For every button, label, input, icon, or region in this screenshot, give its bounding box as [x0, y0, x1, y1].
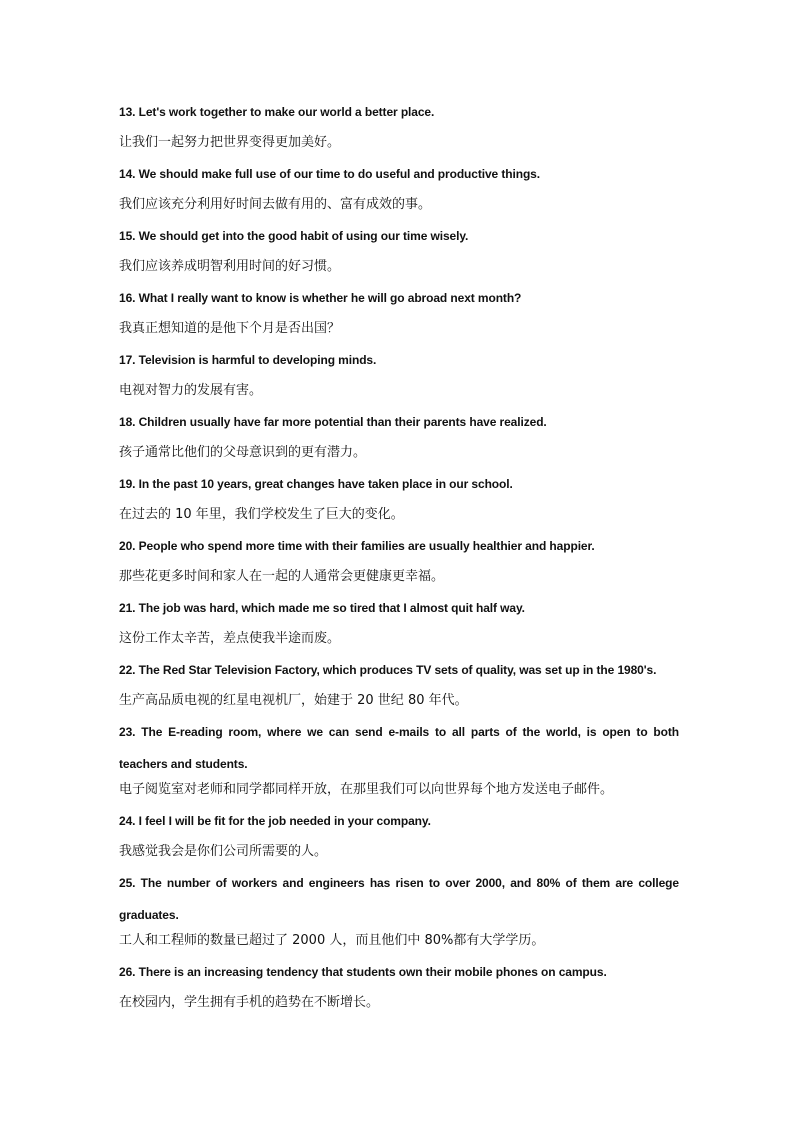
sentence-23-chinese: 电子阅览室对老师和同学都同样开放，在那里我们可以向世界每个地方发送电子邮件。: [119, 782, 614, 797]
sentence-14-chinese: 我们应该充分利用好时间去做有用的、富有成效的事。: [119, 197, 432, 212]
sentence-25-chinese: 工人和工程师的数量已超过了 2000 人，而且他们中 80%都有大学学历。: [119, 933, 545, 948]
sentence-24-english: 24. I feel I will be fit for the job needed in your company.: [119, 814, 431, 828]
sentence-18-english: 18. Children usually have far more potential than their parents have realized.: [119, 415, 547, 429]
sentence-13-chinese: 让我们一起努力把世界变得更加美好。: [119, 135, 341, 150]
sentence-26-english: 26. There is an increasing tendency that students own their mobile phones on campus.: [119, 965, 607, 979]
sentence-13-english: 13. Let's work together to make our world a better place.: [119, 105, 435, 119]
sentence-17-chinese: 电视对智力的发展有害。: [119, 383, 263, 398]
sentence-14-english: 14. We should make full use of our time to do useful and productive things.: [119, 167, 540, 181]
sentence-list: [119, 100, 679, 1022]
sentence-15-english: 15. We should get into the good habit of using our time wisely.: [119, 229, 469, 243]
sentence-19-english: 19. In the past 10 years, great changes have taken place in our school.: [119, 477, 513, 491]
sentence-23-english: 23. The E-reading room, where we can send e-mails to all parts of the world, is open to both teachers and students.: [119, 725, 679, 771]
sentence-21-english: 21. The job was hard, which made me so tired that I almost quit half way.: [119, 601, 525, 615]
sentence-21-chinese: 这份工作太辛苦，差点使我半途而废。: [119, 631, 341, 646]
sentence-26-chinese: 在校园内，学生拥有手机的趋势在不断增长。: [119, 995, 380, 1010]
sentence-25-english: 25. The number of workers and engineers has risen to over 2000, and 80% of them are college graduates.: [119, 876, 679, 922]
sentence-20-chinese: 那些花更多时间和家人在一起的人通常会更健康更幸福。: [119, 569, 445, 584]
sentence-22-chinese: 生产高品质电视的红星电视机厂，始建于 20 世纪 80 年代。: [119, 693, 468, 708]
sentence-22-english: 22. The Red Star Television Factory, which produces TV sets of quality, was set up in the 1980's.: [119, 663, 657, 677]
sentence-16-english: 16. What I really want to know is whether he will go abroad next month?: [119, 291, 522, 305]
sentence-18-chinese: 孩子通常比他们的父母意识到的更有潜力。: [119, 445, 367, 460]
sentence-17-english: 17. Television is harmful to developing minds.: [119, 353, 377, 367]
sentence-15-chinese: 我们应该养成明智利用时间的好习惯。: [119, 259, 341, 274]
sentence-20-english: 20. People who spend more time with their families are usually healthier and happier.: [119, 539, 595, 553]
sentence-19-chinese: 在过去的 10 年里，我们学校发生了巨大的变化。: [119, 507, 404, 522]
sentence-24-chinese: 我感觉我会是你们公司所需要的人。: [119, 844, 328, 859]
sentence-16-chinese: 我真正想知道的是他下个月是否出国？: [119, 321, 341, 336]
